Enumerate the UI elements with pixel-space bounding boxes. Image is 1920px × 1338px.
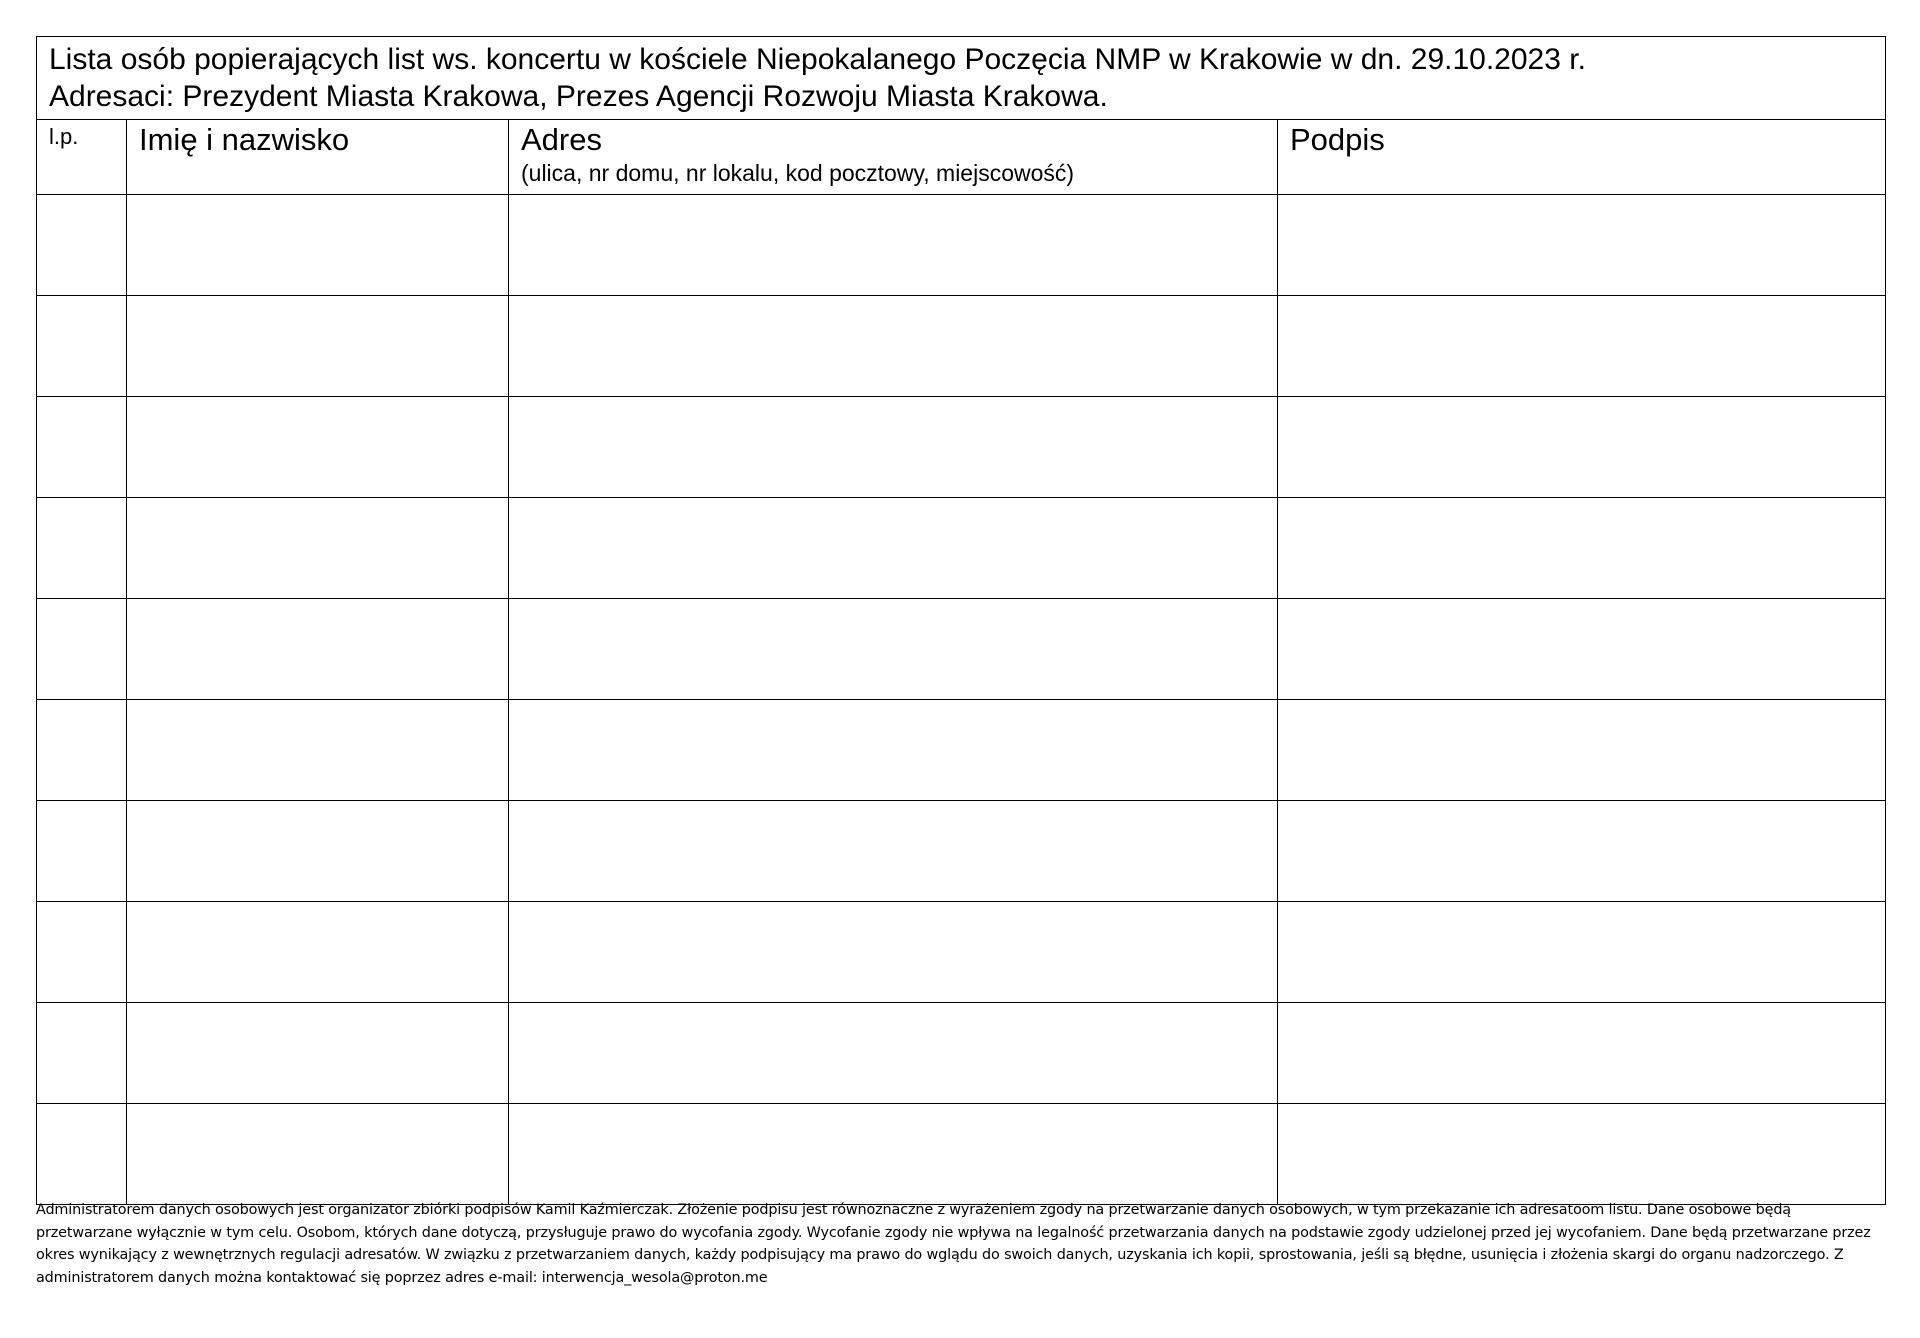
lp-cell[interactable]: [37, 700, 127, 801]
title-line-1: Lista osób popierających list ws. koncertu w kościele Niepokalanego Poczęcia NMP w Krakowie w dn. 29.10.2023 r.: [49, 43, 1586, 76]
signature-cell[interactable]: [1278, 599, 1886, 700]
lp-cell[interactable]: [37, 195, 127, 296]
lp-cell[interactable]: [37, 1003, 127, 1104]
lp-cell[interactable]: [37, 1104, 127, 1205]
petition-title: [37, 37, 1886, 120]
name-cell[interactable]: [127, 902, 509, 1003]
address-cell[interactable]: [509, 498, 1278, 599]
signature-cell[interactable]: [1278, 700, 1886, 801]
address-cell[interactable]: [509, 801, 1278, 902]
signature-rows: [37, 195, 1886, 1205]
signature-cell[interactable]: [1278, 1003, 1886, 1104]
signature-cell[interactable]: [1278, 1104, 1886, 1205]
table-row: [37, 195, 1886, 296]
lp-cell[interactable]: [37, 498, 127, 599]
name-cell[interactable]: [127, 1104, 509, 1205]
table-row: [37, 700, 1886, 801]
table-row: [37, 902, 1886, 1003]
name-cell[interactable]: [127, 801, 509, 902]
address-cell[interactable]: [509, 902, 1278, 1003]
table-row: [37, 498, 1886, 599]
address-label: Adres: [521, 122, 602, 157]
column-header-signature: Podpis: [1278, 120, 1886, 195]
table-row: [37, 296, 1886, 397]
lp-cell[interactable]: [37, 296, 127, 397]
signature-cell[interactable]: [1278, 195, 1886, 296]
address-cell[interactable]: [509, 700, 1278, 801]
address-cell[interactable]: [509, 397, 1278, 498]
address-cell[interactable]: [509, 1104, 1278, 1205]
signature-cell[interactable]: [1278, 397, 1886, 498]
name-cell[interactable]: [127, 296, 509, 397]
address-cell[interactable]: [509, 195, 1278, 296]
table-row: [37, 397, 1886, 498]
name-cell[interactable]: [127, 397, 509, 498]
signature-table: [36, 36, 1886, 1205]
table-row: [37, 1003, 1886, 1104]
name-cell[interactable]: [127, 1003, 509, 1104]
name-cell[interactable]: [127, 498, 509, 599]
column-header-name: Imię i nazwisko: [127, 120, 509, 195]
lp-cell[interactable]: [37, 801, 127, 902]
petition-sheet: [36, 36, 1885, 1205]
lp-cell[interactable]: [37, 599, 127, 700]
name-cell[interactable]: [127, 599, 509, 700]
address-cell[interactable]: [509, 1003, 1278, 1104]
table-row: [37, 801, 1886, 902]
column-header-lp: l.p.: [37, 120, 127, 195]
column-header-address: [509, 120, 1278, 195]
address-cell[interactable]: [509, 296, 1278, 397]
lp-cell[interactable]: [37, 902, 127, 1003]
name-cell[interactable]: [127, 195, 509, 296]
title-line-2: Adresaci: Prezydent Miasta Krakowa, Prezes Agencji Rozwoju Miasta Krakowa.: [49, 80, 1108, 113]
privacy-note: Administratorem danych osobowych jest organizator zbiórki podpisów Kamil Kaźmierczak. Złożenie podpisu jest równoznaczne z wyrażeniem zgody na przetwarzanie danych osobowych, w tym przekazanie ich adresatoom listu. Dane osobowe będą przetwarzane wyłącznie w tym celu. Osobom, których dane dotyczą, przysługuje prawo do wycofania zgody. Wycofanie zgody nie wpływa na legalność przetwarzania danych na podstawie zgody udzielonej przed jej wycofaniem. Dane będą przetwarzane przez okres wynikający z wewnętrznych regulacji adresatów. W związku z przetwarzaniem danych, każdy podpisujący ma prawo do wglądu do swoich danych, uzyskania ich kopii, sprostowania, jeśli są błędne, usunięcia i złożenia skargi do organu nadzorczego. Z administratorem danych można kontaktować się poprzez adres e-mail: interwencja_wesola@proton.me: [36, 1202, 1871, 1286]
lp-cell[interactable]: [37, 397, 127, 498]
signature-cell[interactable]: [1278, 801, 1886, 902]
name-cell[interactable]: [127, 700, 509, 801]
table-row: [37, 1104, 1886, 1205]
address-cell[interactable]: [509, 599, 1278, 700]
signature-cell[interactable]: [1278, 296, 1886, 397]
signature-cell[interactable]: [1278, 902, 1886, 1003]
table-row: [37, 599, 1886, 700]
signature-cell[interactable]: [1278, 498, 1886, 599]
address-hint: (ulica, nr domu, nr lokalu, kod pocztowy, miejscowość): [521, 160, 1075, 186]
